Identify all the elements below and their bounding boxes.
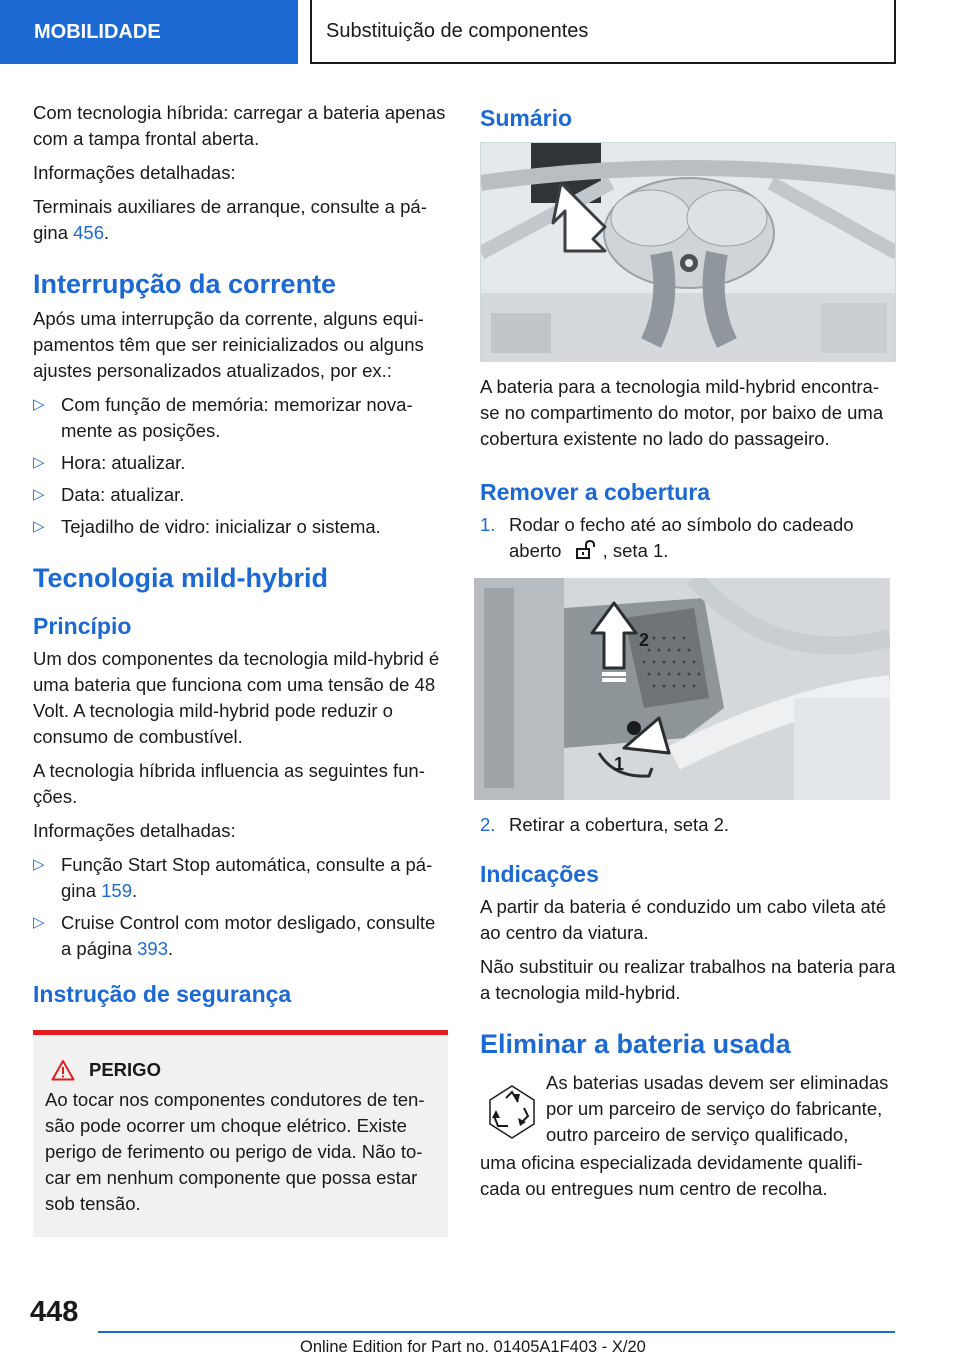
recycle-icon: [480, 1080, 544, 1144]
heading-remover: Remover a cobertura: [480, 479, 711, 505]
list-item: ▷ Função Start Stop automática, consulte a página 159.: [33, 854, 433, 901]
danger-box: [33, 1030, 448, 1237]
danger-label: PERIGO: [89, 1059, 161, 1080]
header-title-tab[interactable]: [310, 0, 896, 64]
arrow-label-2: 2: [639, 630, 650, 650]
page-number: 448: [30, 1296, 79, 1328]
page-link-393[interactable]: 393: [137, 938, 168, 959]
list-item: ▷ Tejadilho de vidro: inicializar o sistema.: [33, 514, 448, 540]
list-item: ▷ Hora: atualizar.: [33, 450, 448, 476]
remover-steps-1: [480, 512, 896, 564]
heading-sumario: Sumário: [480, 105, 573, 131]
principio-list: [33, 852, 448, 962]
heading-principio: Princípio: [33, 613, 132, 639]
intro-paragraph-1: Com tecnologia híbrida: carregar a bateria apenas com a tampa frontal aberta.: [33, 102, 446, 149]
danger-header: [45, 1059, 436, 1081]
recycle-block: [480, 1066, 896, 1156]
principio-paragraph-1: Um dos componentes da tecnologia mild-hybrid é uma bateria que funciona com uma tensão de 48 Volt. A tecnologia mild-hybrid pode reduzir o consumo de combustível.: [33, 648, 440, 747]
triangle-bullet-icon: ▷: [33, 914, 45, 931]
heading-eliminar: Eliminar a bateria usada: [480, 1029, 791, 1059]
principio-paragraph-3: Informações detalhadas:: [33, 820, 236, 841]
footer-edition: Online Edition for Part no. 01405A1F403 - X/20: [300, 1338, 646, 1356]
warning-triangle-icon: [51, 1059, 75, 1081]
page-link-159[interactable]: 159: [101, 880, 132, 901]
triangle-bullet-icon: ▷: [33, 856, 45, 873]
list-item: ▷ Com função de memória: memorizar novamente as posições.: [33, 394, 413, 441]
heading-interrupcao: Interrupção da corrente: [33, 269, 337, 299]
intro-paragraph-2: Informações detalhadas:: [33, 162, 236, 183]
step-item: 1. Rodar o fecho até ao símbolo do cadeado aberto , seta 1.: [480, 514, 854, 561]
sumario-paragraph: A bateria para a tecnologia mild-hybrid encontra-se no compartimento do motor, por baixo de uma cobertura existente no lado do passageiro.: [480, 376, 884, 449]
triangle-bullet-icon: ▷: [33, 518, 45, 535]
battery-cover-image: [474, 578, 890, 800]
triangle-bullet-icon: ▷: [33, 454, 45, 471]
triangle-bullet-icon: ▷: [33, 396, 45, 413]
open-lock-icon: [575, 540, 597, 560]
step-item: 2. Retirar a cobertura, seta 2.: [480, 812, 896, 838]
engine-bay-image: [480, 142, 896, 362]
heading-indicacoes: Indicações: [480, 861, 599, 887]
header-title-label: Substituição de componentes: [326, 19, 589, 42]
eliminar-paragraph-bottom: uma oficina especializada devidamente qualificada ou entregues num centro de recolha.: [480, 1152, 863, 1199]
header-section-tab[interactable]: [0, 0, 298, 64]
right-column: [480, 100, 896, 1210]
list-item: ▷ Cruise Control com motor desligado, consulte a página 393.: [33, 912, 436, 959]
intro-paragraph-3: Terminais auxiliares de arranque, consulte a página 456.: [33, 196, 427, 243]
interrupcao-list: [33, 392, 448, 540]
triangle-bullet-icon: ▷: [33, 486, 45, 503]
heading-seguranca: Instrução de segurança: [33, 981, 292, 1007]
step-number: 2.: [480, 814, 496, 835]
interrupcao-paragraph: Após uma interrupção da corrente, alguns equipamentos têm que ser reinicializados ou alguns ajustes personalizados atualizados, por ex.:: [33, 308, 424, 381]
header-section-label: MOBILIDADE: [34, 20, 161, 43]
eliminar-paragraph-top: As baterias usadas devem ser eliminadas por um parceiro de serviço do fabricante, outro parceiro de serviço qualificado,: [546, 1072, 889, 1145]
arrow-label-1: 1: [614, 754, 625, 774]
remover-steps-2: [480, 812, 896, 838]
left-column: [33, 100, 448, 1237]
page-link-456[interactable]: 456: [73, 222, 104, 243]
indicacoes-paragraph-2: Não substituir ou realizar trabalhos na bateria para a tecnologia mild-hybrid.: [480, 956, 896, 1003]
heading-mild-hybrid: Tecnologia mild-hybrid: [33, 563, 329, 593]
indicacoes-paragraph-1: A partir da bateria é conduzido um cabo vileta até ao centro da viatura.: [480, 896, 887, 943]
list-item: ▷ Data: atualizar.: [33, 482, 448, 508]
step-number: 1.: [480, 514, 496, 535]
principio-paragraph-2: A tecnologia híbrida influencia as seguintes funções.: [33, 760, 425, 807]
footer-divider: [98, 1331, 895, 1333]
danger-text: Ao tocar nos componentes condutores de tensão pode ocorrer um choque elétrico. Existe perigo de ferimento ou perigo de vida. Não tocar em nenhum componente que possa estar sob tensão.: [45, 1089, 425, 1214]
